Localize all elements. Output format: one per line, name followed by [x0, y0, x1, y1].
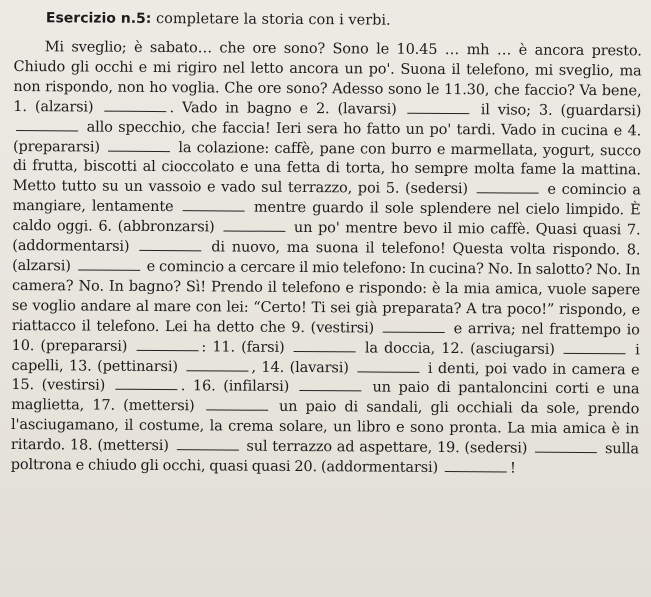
story-text: ! — [509, 460, 516, 477]
worksheet-sheet — [11, 8, 642, 480]
story-text: : 11. (farsi) — [201, 338, 291, 356]
story-text: i capelli, 13. (pettinarsi) — [11, 341, 640, 375]
story-text: il viso; 3. (guardarsi) — [472, 101, 642, 120]
story-text: la colazione: caffè, pane con burro e marmellata, yogurt, succo di frutta, biscotti al cioccolato e una fetta di torta, ho sempre molta fame la mattina. Metto tutto su un vassoio e vado sul terrazzo, poi 5. (sedersi) — [12, 139, 642, 198]
story-text: la doccia, 12. (asciugarsi) — [358, 340, 561, 358]
story-paragraph — [11, 38, 642, 480]
answer-blank[interactable] — [477, 192, 539, 194]
answer-blank[interactable] — [183, 209, 245, 211]
story-text: un po' mentre bevo il mio caffè. Quasi quasi 7. (addormentarsi) — [12, 220, 641, 255]
story-text: mentre guardo il sole splendere nel cielo limpido. È caldo oggi. 6. (abbronzarsi) — [12, 199, 641, 236]
answer-blank[interactable] — [383, 330, 445, 332]
story-text: . 16. (infilarsi) — [180, 378, 297, 396]
exercise-label: Esercizio n.5: — [45, 10, 152, 27]
story-text: allo specchio, che faccia! Ieri sera ho fatto un po' tardi. Vado in cucina e 4. (prepararsi) — [12, 119, 642, 156]
answer-blank[interactable] — [535, 451, 597, 453]
exercise-instruction: completare la storia con i verbi. — [155, 10, 391, 29]
story-text: di nuovo, ma suona il telefono! Questa volta rispondo. 8. (alzarsi) — [12, 239, 641, 275]
answer-blank[interactable] — [177, 448, 239, 450]
answer-blank[interactable] — [445, 470, 507, 472]
answer-blank[interactable] — [139, 249, 201, 251]
answer-blank[interactable] — [300, 389, 362, 391]
answer-blank[interactable] — [16, 129, 78, 131]
answer-blank[interactable] — [108, 149, 170, 151]
answer-blank[interactable] — [294, 350, 356, 352]
answer-blank[interactable] — [136, 348, 198, 350]
story-text: e arriva; nel frattempo io 10. (prepararsi) — [11, 320, 640, 355]
story-text: e comincio a cercare il mio telefono: In cucina? No. In salotto? No. In camera? No. In bagno? Sì! Prendo il telefono e rispondo: è la mia amica, vuole sapere se voglio andare al mare con lei: “Certo! Ti sei già preparata? A tra poco!” rispondo, e riattacco il telefono. Lei ha detto che 9. (vestirsi) — [11, 258, 641, 337]
answer-blank[interactable] — [104, 109, 166, 111]
story-text: un paio di pantaloncini corti e una maglietta, 17. (mettersi) — [11, 379, 640, 415]
story-text: sul terrazzo ad aspettare, 19. (sedersi) — [241, 438, 533, 457]
answer-blank[interactable] — [357, 370, 419, 372]
answer-blank[interactable] — [78, 268, 140, 270]
story-text: sulla poltrona e chiudo gli occhi, quasi quasi 20. (addormentarsi) — [10, 441, 640, 477]
story-text: un paio di sandali, gli occhiali da sole, prendo l'asciugamano, il costume, la crema solare, un libro e sono pronta. La mia amica è in ritardo. 18. (mettersi) — [10, 399, 640, 455]
story-text: e comincio a mangiare, lentamente — [12, 182, 641, 216]
answer-blank[interactable] — [116, 388, 178, 390]
exercise-title — [46, 8, 642, 32]
answer-blank[interactable] — [186, 369, 248, 371]
story-text: , 14. (lavarsi) — [251, 359, 355, 376]
answer-blank[interactable] — [206, 409, 268, 411]
story-text: Mi sveglio; è sabato… che ore sono? Sono le 10.45 … mh … è ancora presto. Chiudo gli occhi e mi rigiro nel letto ancora un po'. Suona il telefono, mi sveglio, ma non rispondo, non ho voglia. Che ore sono? Adesso sono le 11.30, che faccio? Va bene, 1. (alzarsi) — [13, 39, 642, 116]
answer-blank[interactable] — [564, 351, 626, 353]
story-text: i denti, poi vado in camera e 15. (vestirsi) — [11, 360, 640, 395]
answer-blank[interactable] — [223, 230, 285, 232]
answer-blank[interactable] — [408, 111, 470, 113]
story-text: . Vado in bagno e 2. (lavarsi) — [169, 99, 405, 118]
